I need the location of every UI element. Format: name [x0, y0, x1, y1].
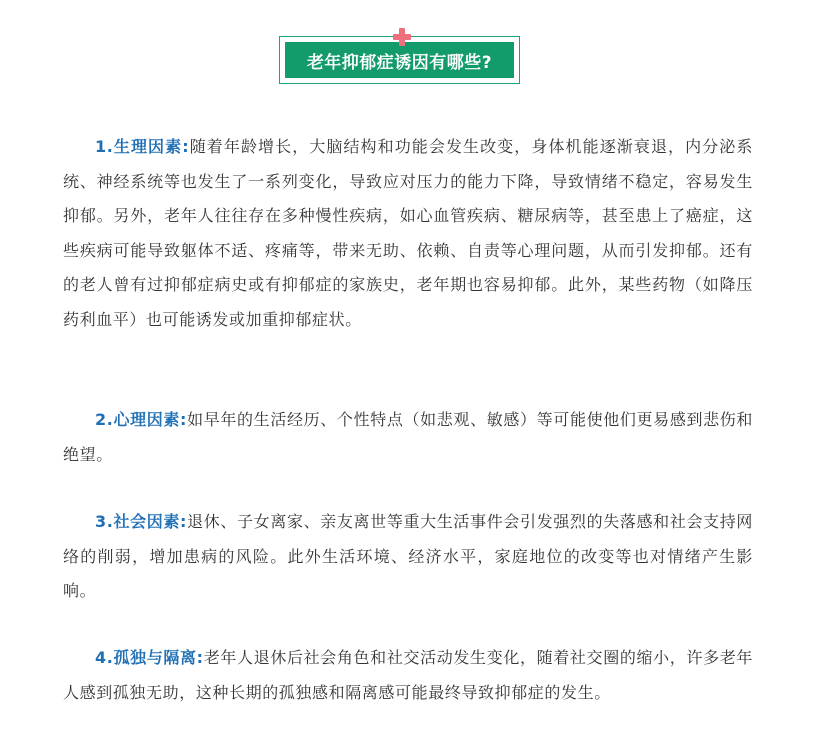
section-label: 4.孤独与隔离: — [95, 648, 204, 667]
section-text: 老年人退休后社会角色和社交活动发生变化，随着社交圈的缩小，许多老年人感到孤独无助，这种长期的孤独感和隔离感可能最终导致抑郁症的发生。 — [63, 648, 753, 702]
section-label: 3.社会因素: — [95, 512, 188, 531]
section-text: 如早年的生活经历、个性特点（如悲观、敏感）等可能使他们更易感到悲伤和绝望。 — [63, 410, 754, 464]
medical-cross-icon — [393, 28, 411, 46]
section-label: 2.心理因素: — [95, 410, 188, 429]
section-physiological — [63, 130, 753, 337]
section-text: 随着年龄增长，大脑结构和功能会发生改变，身体机能逐渐衰退，内分泌系统、神经系统等也发生了一系列变化，导致应对压力的能力下降，导致情绪不稳定，容易发生抑郁。另外，老年人往往存在多种慢性疾病，如心血管疾病、糖尿病等，甚至患上了癌症，这些疾病可能导致躯体不适、疼痛等，带来无助、依赖、自责等心理问题，从而引发抑郁。还有的老人曾有过抑郁症病史或有抑郁症的家族史，老年期也容易抑郁。此外，某些药物（如降压药利血平）也可能诱发或加重抑郁症状。 — [63, 137, 753, 329]
title-banner — [279, 28, 524, 86]
section-social — [63, 505, 753, 609]
section-text: 退休、子女离家、亲友离世等重大生活事件会引发强烈的失落感和社会支持网络的削弱，增加患病的风险。此外生活环境、经济水平，家庭地位的改变等也对情绪产生影响。 — [63, 512, 754, 600]
page-title: 老年抑郁症诱因有哪些? — [285, 42, 514, 78]
section-label: 1.生理因素: — [95, 137, 190, 156]
section-psychological — [63, 403, 753, 472]
section-isolation — [63, 641, 753, 710]
